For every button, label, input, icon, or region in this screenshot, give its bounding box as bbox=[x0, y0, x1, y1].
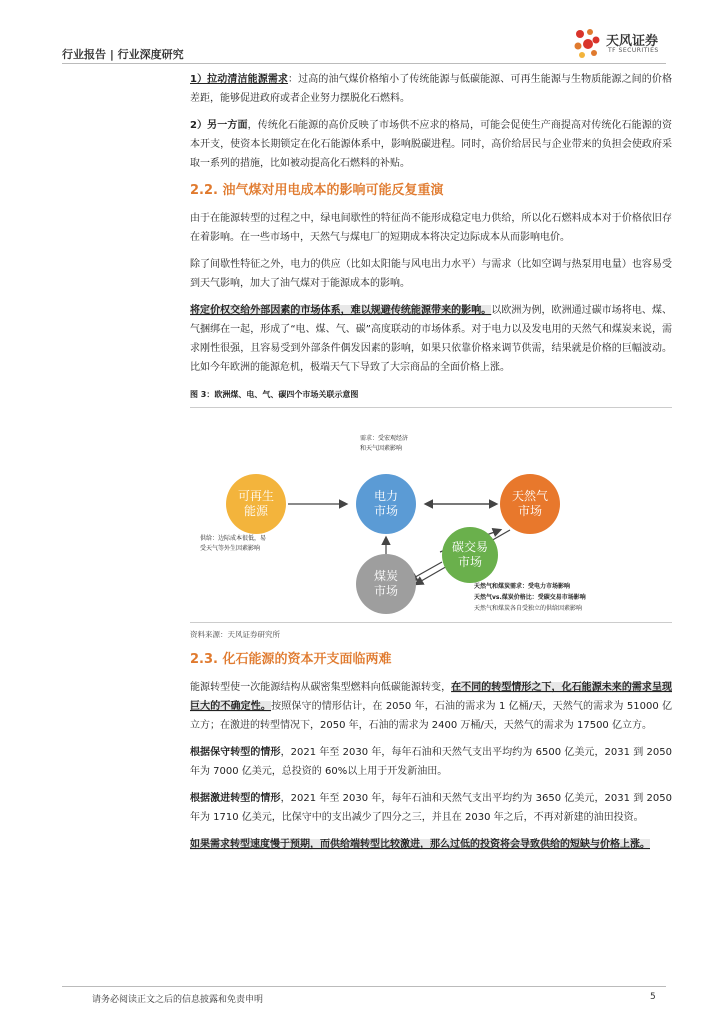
node-renewable-label: 可再生 能源 bbox=[237, 489, 274, 518]
node-renewable bbox=[226, 474, 286, 534]
node-power bbox=[356, 474, 416, 534]
market-linkage-diagram bbox=[190, 412, 672, 622]
paragraph-4: 除了间歇性特征之外，电力的供应（比如太阳能与风电出力水平）与需求（比如空调与热泵用电量）也容易受到天气影响，加大了油气煤对于能源成本的影响。 bbox=[190, 259, 672, 289]
p5-highlight: 将定价权交给外部因素的市场体系，难以规避传统能源带来的影响。 bbox=[190, 305, 492, 316]
p1-body: ：过高的油气煤价格缩小了传统能源与低碳能源、可再生能源与生物质能源之间的价格差距，能够促进政府或者企业努力摆脱化石燃料。 bbox=[190, 74, 672, 104]
note-demand: 需求：受宏观经济 和天气因素影响 bbox=[360, 435, 409, 452]
header-divider bbox=[62, 63, 666, 64]
footer-divider bbox=[62, 986, 666, 987]
tf-logo-icon bbox=[570, 26, 604, 60]
page-number: 5 bbox=[650, 992, 656, 1002]
p8-body: ，2021 年至 2030 年，每年石油和天然气支出平均约为 3650 亿美元，2031 到 2050 年为 1710 亿美元，比保守中的支出减少了四分之三，并且在 2030 年之后，不再对新建的油田投资。 bbox=[190, 793, 672, 823]
p6-highlight: 在不同的转型情形之下，化石能源未来的需求呈现巨大的不确定性。 bbox=[190, 682, 673, 712]
figure-title: 图 3：欧洲煤、电、气、碳四个市场关联示意图 bbox=[190, 385, 672, 408]
note-price-parity: 天然气vs.煤炭价格比：受碳交易市场影响 bbox=[474, 594, 586, 601]
paragraph-9 bbox=[190, 835, 672, 854]
footer-disclaimer: 请务必阅读正文之后的信息披露和免责申明 bbox=[92, 995, 264, 1005]
logo-name-en: TF SECURITIES bbox=[608, 47, 659, 54]
node-power-label: 电力 市场 bbox=[373, 489, 398, 518]
p7-lead: 根据保守转型的情形 bbox=[190, 747, 281, 758]
node-coal bbox=[356, 554, 416, 614]
p2-lead: 2）另一方面 bbox=[190, 120, 248, 131]
note-own-supply: 天然气和煤炭各自受独立的供给因素影响 bbox=[474, 605, 583, 612]
paragraph-3: 由于在能源转型的过程之中，绿电间歇性的特征尚不能形成稳定电力供给，所以化石燃料成本对于价格依旧存在着影响。在一些市场中，天然气与煤电厂的短期成本将决定边际成本从而影响电价。 bbox=[190, 213, 672, 243]
company-logo bbox=[570, 26, 670, 60]
section-heading-2-3: 2.3. 化石能源的资本开支面临两难 bbox=[190, 652, 392, 667]
header-category: 行业报告 | 行业深度研究 bbox=[62, 48, 184, 61]
paragraph-6 bbox=[190, 678, 672, 735]
paragraph-2 bbox=[190, 116, 672, 173]
p7-body: ，2021 年至 2030 年，每年石油和天然气支出平均约为 6500 亿美元，2031 到 2050 年为 7000 亿美元，总投资的 60%以上用于开发新油田。 bbox=[190, 747, 672, 777]
node-coal-label: 煤炭 市场 bbox=[373, 569, 398, 598]
node-gas-label: 天然气 市场 bbox=[511, 489, 548, 518]
p5-body: 以欧洲为例，欧洲通过碳市场将电、煤、气捆绑在一起，形成了“电、煤、气、碳”高度联动的市场体系。对于电力以及发电用的天然气和煤炭来说，需求刚性很强，且容易受到外部条件偶发因素的影响，如果只依靠价格来调节供需，结果就是价格的巨幅波动。比如今年欧洲的能源危机，极端天气下导致了大宗商品的全面价格上涨。 bbox=[190, 305, 673, 373]
figure-source: 资料来源：天风证券研究所 bbox=[190, 622, 672, 644]
section-heading-2-2: 2.2. 油气煤对用电成本的影响可能反复重演 bbox=[190, 183, 444, 198]
paragraph-1 bbox=[190, 70, 672, 108]
node-carbon-label: 碳交易 市场 bbox=[451, 540, 488, 569]
p9-highlight: 如果需求转型速度慢于预期，而供给端转型比较激进，那么过低的投资将会导致供给的短缺与价格上涨。 bbox=[190, 839, 650, 850]
node-carbon bbox=[442, 527, 498, 583]
p6-b: 按照保守的情形估计，在 2050 年，石油的需求为 1 亿桶/天，天然气的需求为 51000 亿立方；在激进的转型情况下，2050 年，石油的需求为 2400 万桶/天，天然气的需求为 17500 亿立方。 bbox=[190, 701, 672, 731]
p1-lead: 1）拉动清洁能源需求 bbox=[190, 74, 289, 85]
main-content bbox=[190, 70, 672, 862]
paragraph-8 bbox=[190, 789, 672, 827]
p6-a: 能源转型使一次能源结构从碳密集型燃料向低碳能源转变， bbox=[190, 682, 452, 693]
note-supply: 供给：边际成本很低，易 受天气等外生因素影响 bbox=[200, 535, 267, 552]
paragraph-7 bbox=[190, 743, 672, 781]
p2-body: ，传统化石能源的高价反映了市场供不应求的格局，可能会促使生产商提高对传统化石能源的资本开支，使资本长期锁定在化石能源体系中，影响脱碳进程。同时，高价给居民与企业带来的负担会使政府采取一系列的措施，比如被动提高化石燃料的补贴。 bbox=[190, 120, 672, 169]
p8-lead: 根据激进转型的情形 bbox=[190, 793, 281, 804]
node-gas bbox=[500, 474, 560, 534]
note-gas-coal-demand: 天然气和煤炭需求：受电力市场影响 bbox=[474, 583, 571, 590]
logo-name-cn: 天风证券 bbox=[606, 34, 659, 49]
paragraph-5 bbox=[190, 301, 672, 377]
